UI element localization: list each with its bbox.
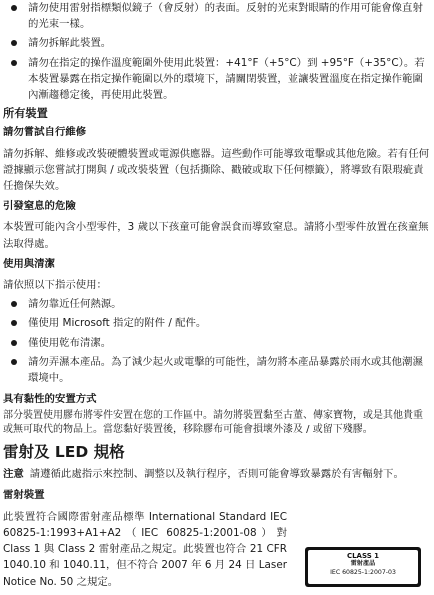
subheading-adhesive: 具有黏性的安置方式 <box>3 393 97 406</box>
subheading-no-repair: 請勿嘗試自行維修 <box>3 126 87 139</box>
subheading-use-cleaning: 使用與清潔 <box>3 257 55 270</box>
list-item <box>3 315 431 331</box>
bullet-icon <box>11 359 17 365</box>
bullet-text: 僅使用 Microsoft 指定的附件 / 配件。 <box>28 317 207 330</box>
laser-device-block <box>3 509 431 590</box>
bullet-icon <box>11 340 17 346</box>
bullet-text: 請勿在指定的操作溫度範圍外使用此裝置：+41°F（+5°C）到 +95°F（+35°C）。若本裝置暴露在指定操作範圍以外的環境下，請關閉裝置，並讓裝置溫度在指定操作範圍內漸趨穩定後，再使用此裝置。 <box>28 56 425 102</box>
bullet-icon <box>11 60 17 66</box>
list-item <box>3 354 431 386</box>
choking-paragraph: 本裝置可能內含小型零件，3 歲以下孩童可能會誤食而導致窒息。請將小型零件放置在孩童無法取得處。 <box>3 221 429 250</box>
label-class: CLASS 1 <box>346 551 380 560</box>
list-item <box>3 35 431 51</box>
label-product: 雷射產品 <box>350 560 376 568</box>
laser-section-heading: 雷射及 LED 規格 <box>3 443 125 462</box>
subheading-choking: 引發窒息的危險 <box>3 200 76 213</box>
bullet-icon <box>11 5 17 11</box>
list-item <box>3 296 431 312</box>
bullet-icon <box>11 301 17 307</box>
use-intro: 請依照以下指示使用： <box>3 279 107 292</box>
bullet-text: 請勿弄濕本產品。為了減少起火或電擊的可能性，請勿將本產品暴露於雨水或其他潮濕環境中。 <box>28 355 423 385</box>
caution-text: 請遵循此處指示來控制、調整以及執行程序，否則可能會導致暴露於有害輻射下。 <box>29 468 404 481</box>
list-item <box>3 0 431 32</box>
bullet-text: 請勿拆解此裝置。 <box>28 37 112 50</box>
laser-device-paragraph: 此裝置符合國際雷射產品標準 International Standard IEC 60825-1:1993+A1+A2（IEC 60825-1:2001-08）對 Class 1 與 Class 2 雷射產品之規定。此裝置也符合 21 CFR 1040.10 和 1040.11，但不符合 2007 年 6 月 24 日 Laser Notice No. 50 之規定。 <box>3 510 287 588</box>
repair-paragraph: 請勿拆解、維修或改裝硬體裝置或電源供應器。這些動作可能導致電擊或其他危險。若有任何證據顯示您嘗試打開與 / 或改裝裝置（包括撕除、戳破或取下任何標籤），將導致有限瑕疵責任擔保失效。 <box>3 147 430 193</box>
list-item <box>3 335 431 351</box>
label-standard: IEC 60825-1:2007-03 <box>330 568 396 576</box>
bullet-icon <box>11 320 17 326</box>
caution-note <box>3 466 431 482</box>
bullet-text: 僅使用乾布清潔。 <box>28 336 112 349</box>
subheading-laser-device: 雷射裝置 <box>3 489 45 502</box>
adhesive-paragraph: 部分裝置使用膠布將零件安置在您的工作區中。請勿將裝置黏至古董、傳家寶物，或是其他貴重或無可取代的物品上。當您黏好裝置後，移除膠布可能會損壞外漆及 / 或留下殘膠。 <box>3 410 423 435</box>
list-item <box>3 55 431 104</box>
bullet-text: 請勿使用雷射指標類似鏡子（會反射）的表面。反射的光束對眼睛的作用可能會像直射的光束一樣。 <box>28 2 423 31</box>
class-1-laser-label <box>305 547 421 587</box>
caution-label: 注意 <box>3 468 24 481</box>
section-heading-all-devices: 所有裝置 <box>3 107 48 121</box>
bullet-icon <box>11 40 17 46</box>
document-page <box>3 0 431 590</box>
bullet-text: 請勿靠近任何熱源。 <box>28 298 122 311</box>
